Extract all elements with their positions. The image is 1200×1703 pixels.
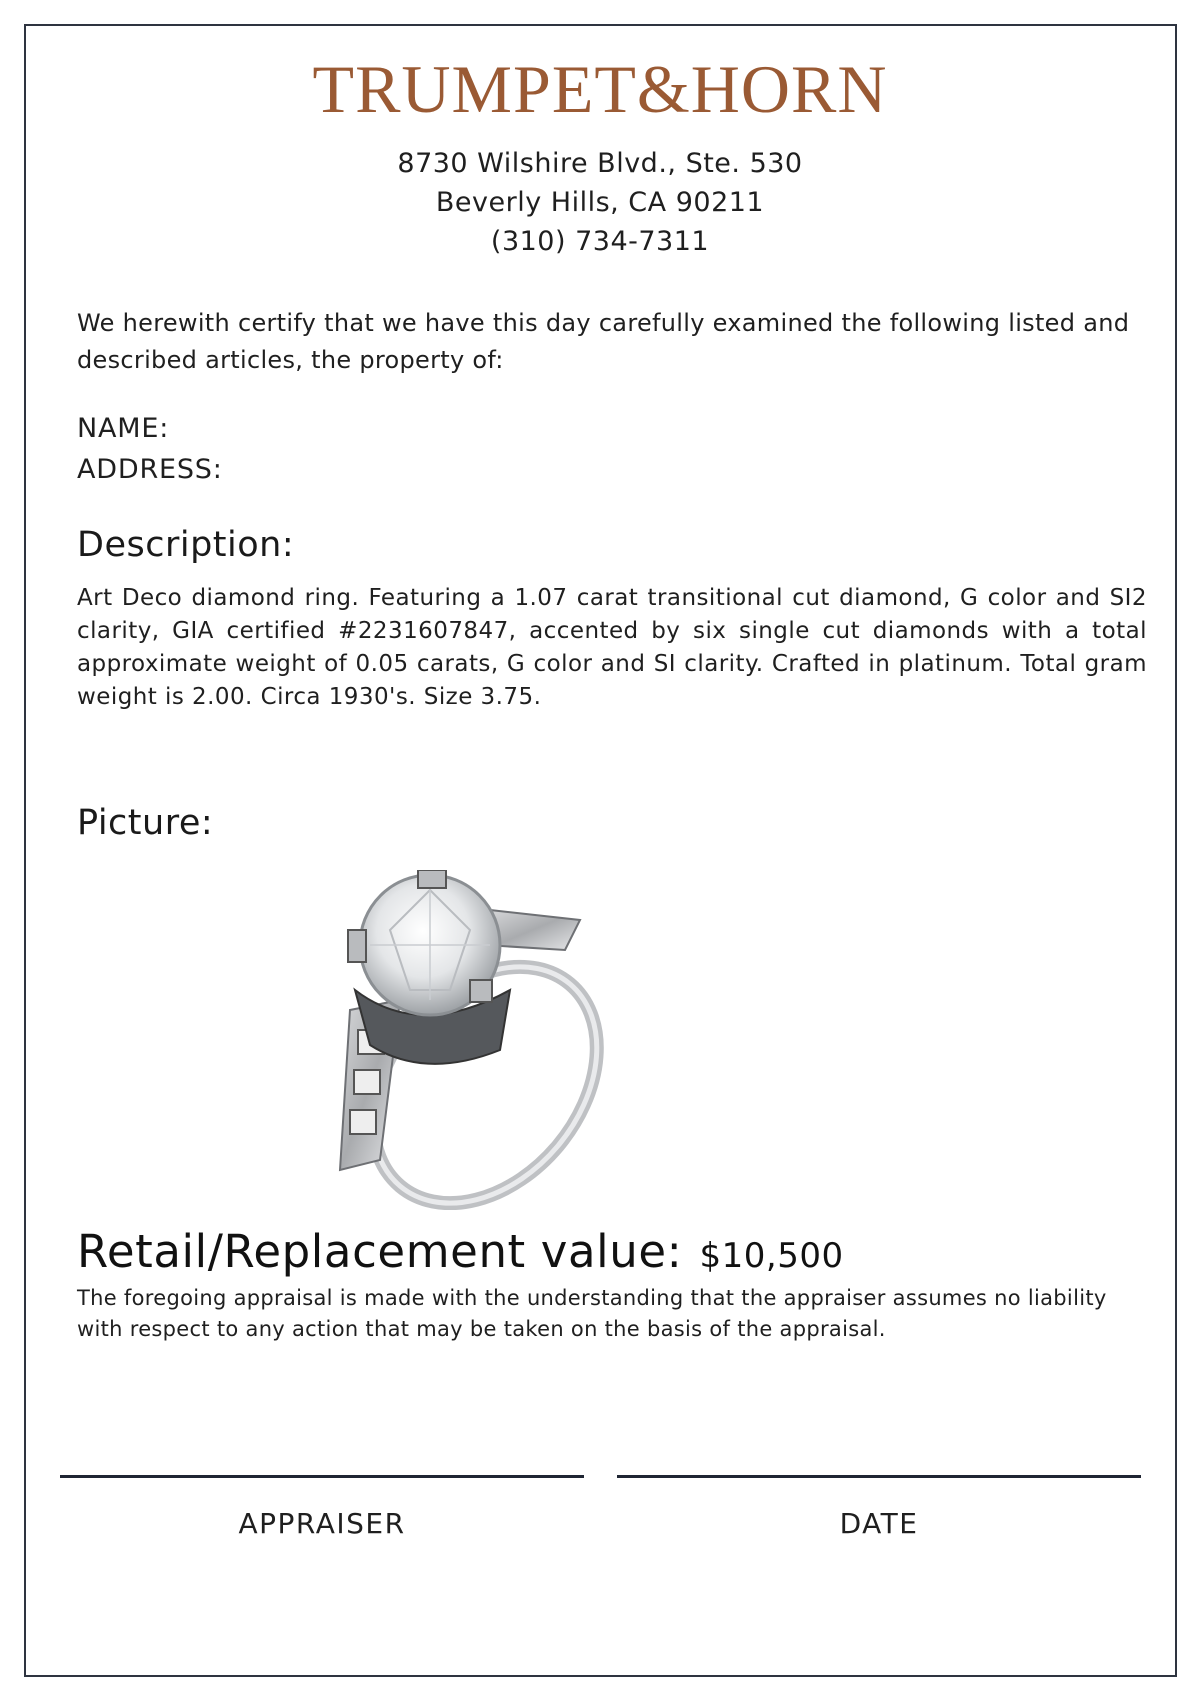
address-line-2: Beverly Hills, CA 90211 bbox=[435, 187, 765, 218]
description-heading: Description: bbox=[77, 525, 295, 565]
appraisal-disclaimer: The foregoing appraisal is made with the understanding that the appraiser assumes no liability with respect to any action that may be taken on the basis of the appraisal. bbox=[77, 1286, 1107, 1341]
phone-number: (310) 734-7311 bbox=[490, 226, 710, 257]
date-signature-line bbox=[617, 1475, 1141, 1478]
name-label: NAME: bbox=[77, 413, 170, 444]
brand-logo: TRUMPET&HORN bbox=[312, 51, 888, 127]
appraiser-label: APPRAISER bbox=[238, 1507, 406, 1540]
valuation-amount: $10,500 bbox=[699, 1236, 844, 1276]
address-label: ADDRESS: bbox=[77, 454, 223, 485]
date-label: DATE bbox=[839, 1507, 919, 1540]
appraiser-signature-line bbox=[60, 1475, 584, 1478]
certificate-border bbox=[24, 24, 1177, 1677]
certification-statement: We herewith certify that we have this day carefully examined the following listed and described articles, the property of: bbox=[77, 309, 1130, 374]
diamond-ring-image bbox=[310, 870, 650, 1210]
picture-heading: Picture: bbox=[77, 803, 214, 843]
description-text: Art Deco diamond ring. Featuring a 1.07 carat transitional cut diamond, G color and SI2 clarity, GIA certified #2231607847, accented by six single cut diamonds with a total approximate weight of 0.05 carats, G color and SI clarity. Crafted in platinum. Total gram weight is 2.00. Circa 1930's. Size 3.75. bbox=[77, 585, 1147, 710]
address-line-1: 8730 Wilshire Blvd., Ste. 530 bbox=[397, 148, 803, 179]
valuation-label: Retail/Replacement value: bbox=[77, 1225, 683, 1278]
valuation-row bbox=[77, 1225, 844, 1278]
